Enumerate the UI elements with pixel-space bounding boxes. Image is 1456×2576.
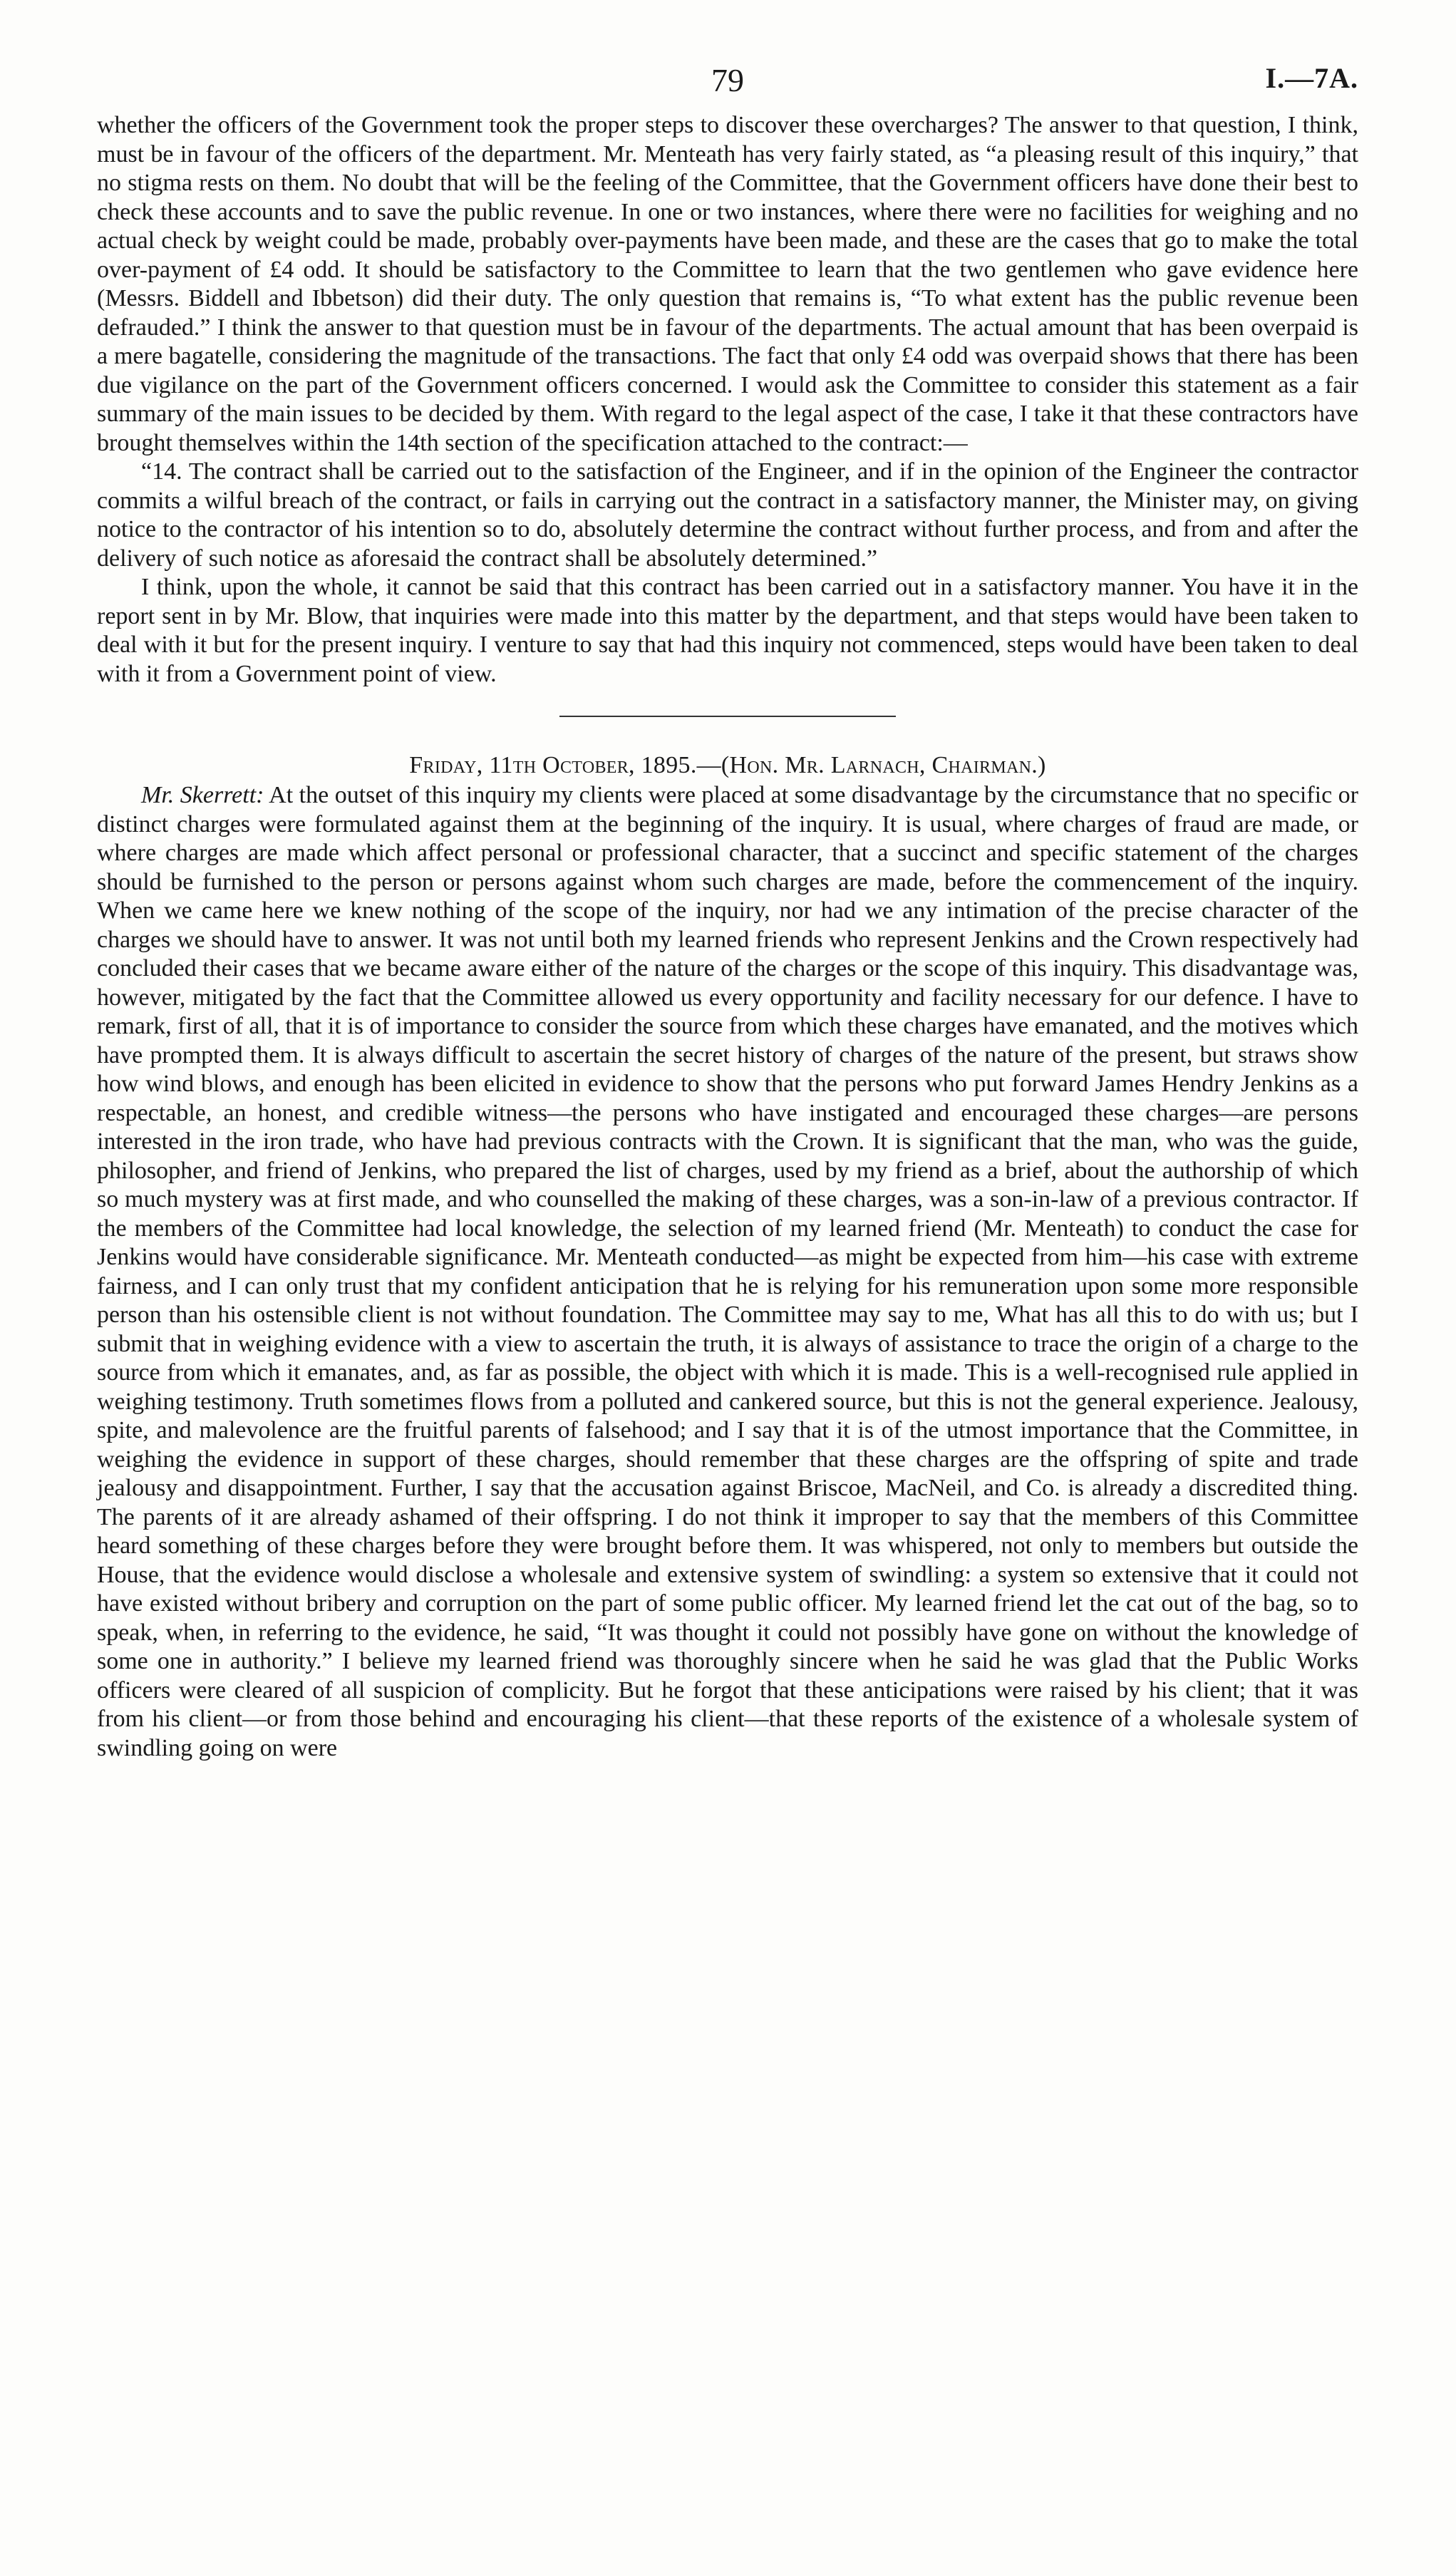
contract-quote: “14. The contract shall be carried out to the satisfaction of the Engineer, and if in the opinion of the Engineer the contractor commits a wilful breach of the contract, or fails in carrying out the contract in a satisfactory manner, the Minister may, on giving notice to the contractor of his intention so to do, absolutely determine the contract without further process, and from and after the delivery of such notice as aforesaid the contract shall be absolutely determined.” (97, 458, 1358, 572)
paragraph-1: whether the officers of the Government took the proper steps to discover these overcharges? The answer to that question, I think, must be in favour of the officers of the department. Mr. Menteath has very fairly stated, as “a pleasing result of this inquiry,” that no stigma rests on them. No doubt that will be the feeling of the Committee, that the Government officers have done their best to check these accounts and to save the public revenue. In one or two instances, where there were no facilities for weighing and no actual check by weight could be made, probably over-payments have been made, and these are the cases that go to make the total over-payment of £4 odd. It should be satisfactory to the Committee to learn that the two gentlemen who gave evidence here (Messrs. Biddell and Ibbetson) did their duty. The only question that remains is, “To what extent has the public revenue been defrauded.” I think the answer to that question must be in favour of the departments. The actual amount that has been overpaid is a mere bagatelle, considering the magnitude of the transactions. The fact that only £4 odd was overpaid shows that there has been due vigilance on the part of the Government officers concerned. I would ask the Committee to consider this statement as a fair summary of the main issues to be decided by them. With regard to the legal aspect of the case, I take it that these contractors have brought themselves within the 14th section of the specification attached to the contract:— (97, 112, 1358, 456)
speaker-name: Mr. Skerrett: (141, 782, 264, 808)
section-divider (559, 716, 896, 717)
paragraph-2: I think, upon the whole, it cannot be said that this contract has been carried out in a satisfactory manner. You have it in the report sent in by Mr. Blow, that inquiries were made into this matter by the department, and that steps would have been taken to deal with it but for the present inquiry. I venture to say that had this inquiry not commenced, steps would have been taken to deal with it from a Government point of view. (97, 574, 1358, 687)
document-reference: I.—7A. (1265, 62, 1358, 94)
statement-text: At the outset of this inquiry my clients were placed at some disadvantage by the circumstance that no specific or distinct charges were formulated against them at the beginning of the inquiry. It is usual, where charges of fraud are made, or where charges are made which affect personal or professional character, that a succinct and specific statement of the charges should be furnished to the person or persons against whom such charges are made, before the commencement of the inquiry. When we came here we knew nothing of the scope of the inquiry, nor had we any intimation of the precise character of the charges we should have to answer. It was not until both my learned friends who represent Jenkins and the Crown respectively had concluded their cases that we became aware either of the nature of the charges or the scope of this inquiry. This disadvantage was, however, mitigated by the fact that the Committee allowed us every opportunity and facility necessary for our defence. I have to remark, first of all, that it is of importance to consider the source from which these charges have emanated, and the motives which have prompted them. It is always difficult to ascertain the secret history of charges of the nature of the present, but straws show how wind blows, and enough has been elicited in evidence to show that the persons who put forward James Hendry Jenkins as a respectable, an honest, and credible witness—the persons who have instigated and encouraged these charges—are persons interested in the iron trade, who have had previous contracts with the Crown. It is significant that the man, who was the guide, philosopher, and friend of Jenkins, who prepared the list of charges, used by my friend as a brief, about the authorship of which so much mystery was at first made, and who counselled the making of these charges, was a son-in-law of a previous contractor. If the members of the Committee had local knowledge, the selection of my learned friend (Mr. Menteath) to conduct the case for Jenkins would have considerable significance. Mr. Menteath conducted—as might be expected from him—his case with extreme fairness, and I can only trust that my confident anticipation that he is relying for his remuneration upon some more responsible person than his ostensible client is not without foundation. The Committee may say to me, What has all this to do with us; but I submit that in weighing evidence with a view to ascertain the truth, it is always of assistance to trace the origin of a charge to the source from which it emanates, and, as far as possible, the object with which it is made. This is a well-recognised rule applied in weighing testimony. Truth sometimes flows from a polluted and cankered source, but this is not the general experience. Jealousy, spite, and malevolence are the fruitful parents of falsehood; and I say that it is of the utmost importance that the Committee, in weighing the evidence in support of these charges, should remember that these charges are the offspring of spite and trade jealousy and disappointment. Further, I say that the accusation against Briscoe, MacNeil, and Co. is already a discredited thing. The parents of it are already ashamed of their offspring. I do not think it improper to say that the members of this Committee heard something of these charges before they were brought before them. It was whispered, not only to members but outside the House, that the evidence would disclose a wholesale and extensive system of swindling: a system so extensive that it could not have existed without bribery and corruption on the part of some public officer. My learned friend let the cat out of the bag, so to speak, when, in referring to the evidence, he said, “It was thought it could not possibly have gone on without the knowledge of some one in authority.” I believe my learned friend was thoroughly sincere when he said he was glad that the Public Works officers were cleared of all suspicion of complicity. But he forgot that these anticipations were raised by his client; that it was from his client—or from those behind and encouraging his client—that these reports of the existence of a wholesale system of swindling going on were (97, 782, 1358, 1761)
skerrett-statement (97, 781, 1358, 1763)
page-number: 79 (711, 62, 744, 98)
document-page (97, 61, 1358, 1763)
date-heading: Friday, 11th October, 1895.—(Hon. Mr. Larnach, Chairman.) (409, 752, 1046, 778)
page-header (97, 61, 1358, 111)
